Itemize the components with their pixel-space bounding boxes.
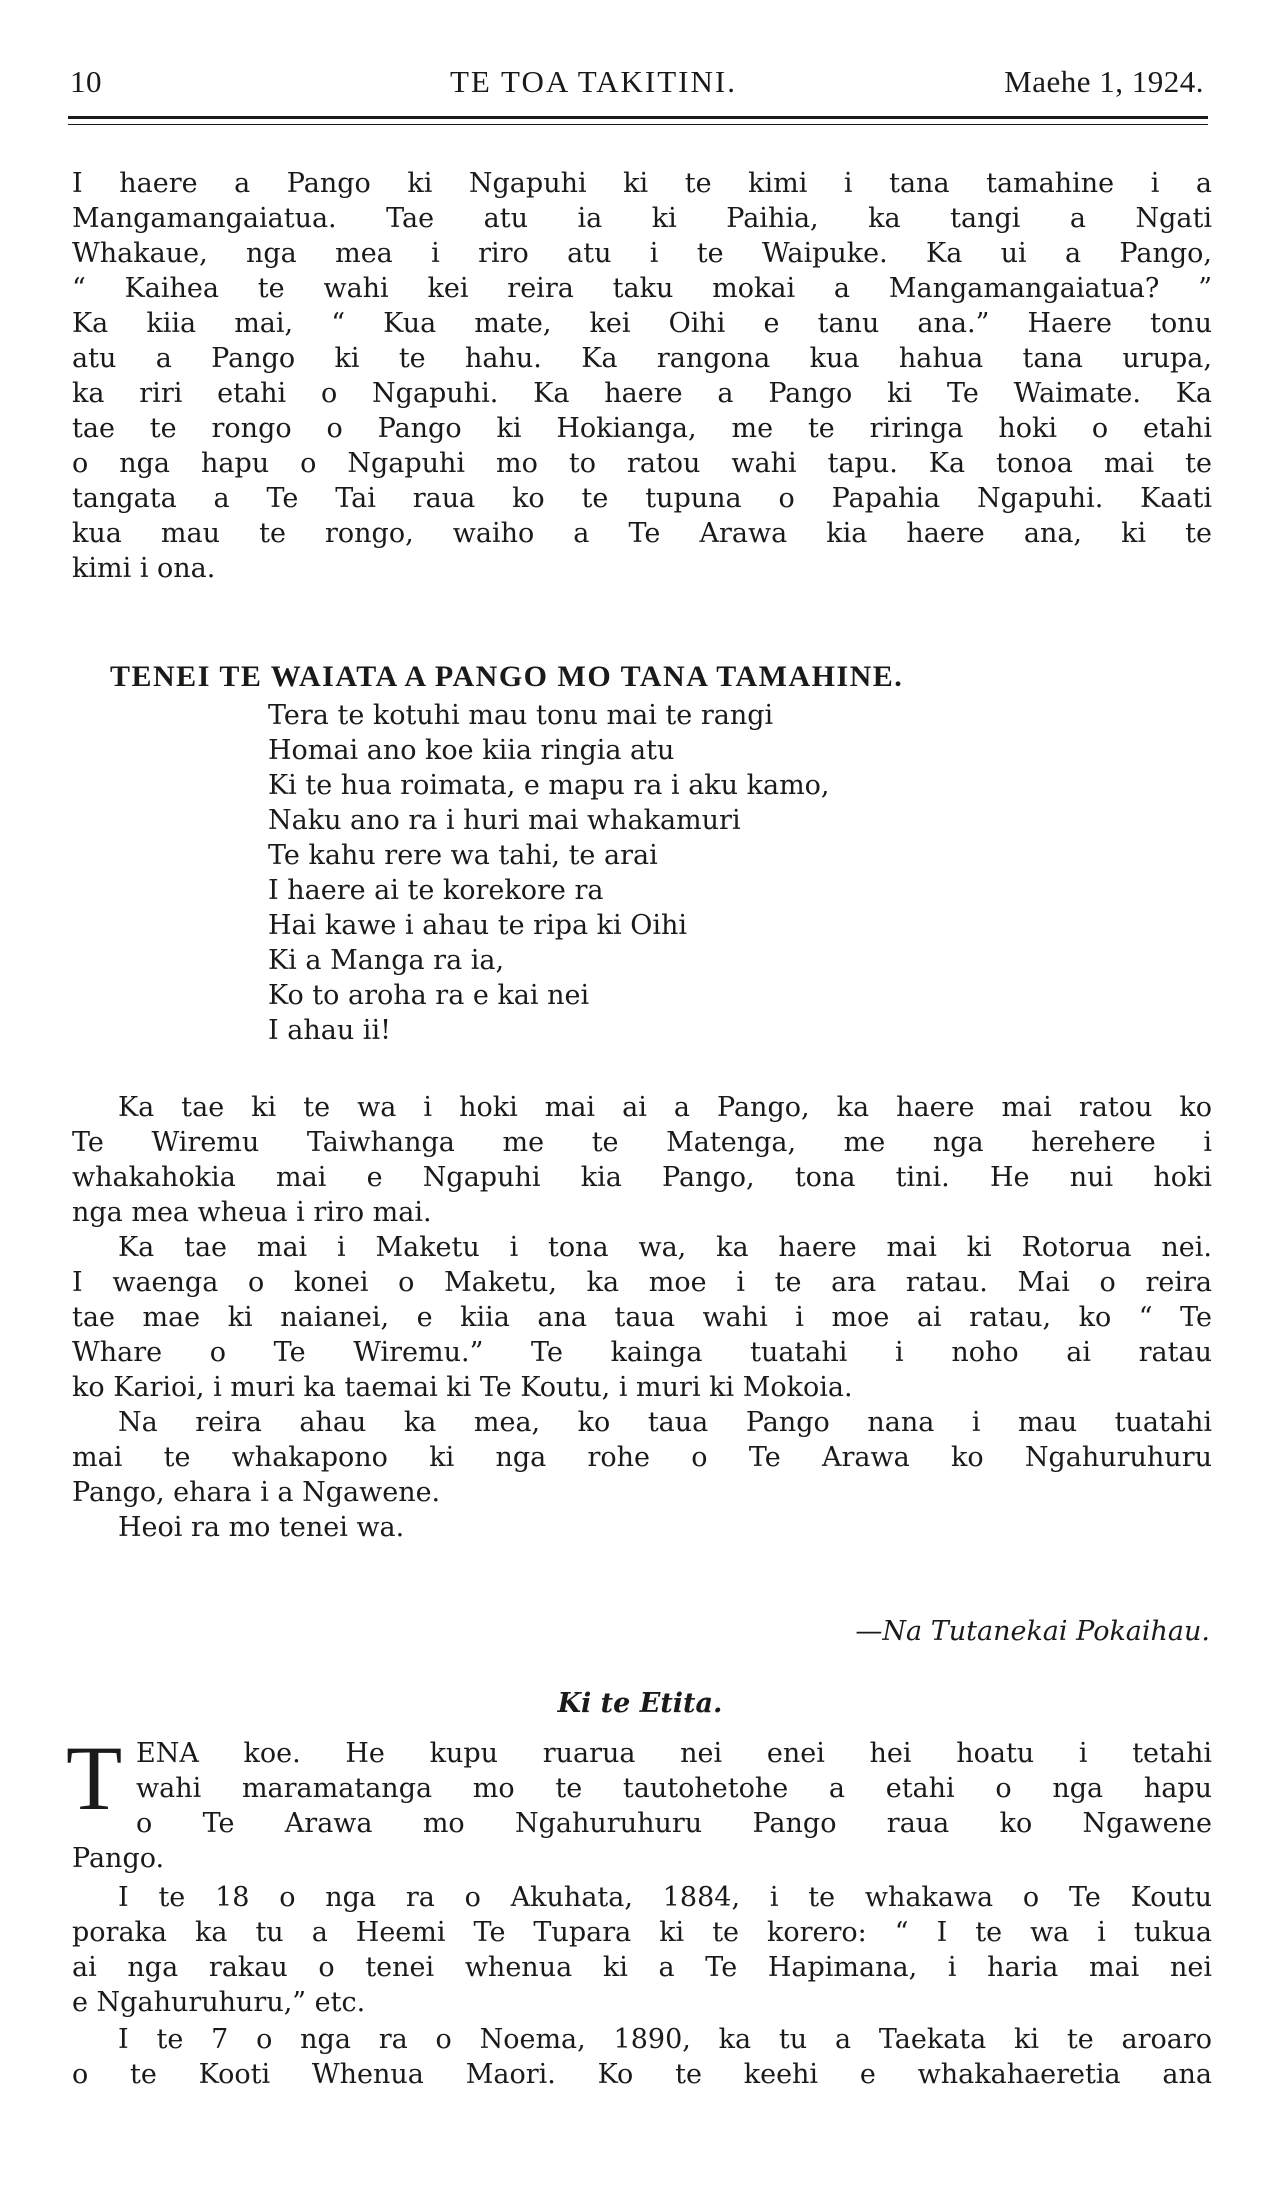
text-line: poraka ka tu a Heemi Te Tupara ki te korero: “ I te wa i tukua — [72, 1917, 1212, 1948]
text-line: tangata a Te Tai raua ko te tupuna o Papahia Ngapuhi. Kaati — [72, 483, 1212, 514]
running-head — [70, 64, 1220, 104]
issue-date: Maehe 1, 1924. — [1004, 64, 1204, 99]
text-line: Ka kiia mai, “ Kua mate, kei Oihi e tanu ana.” Haere tonu — [72, 308, 1212, 339]
letter-title: Ki te Etita. — [557, 1688, 723, 1719]
text-line: tae mae ki naianei, e kiia ana taua wahi i moe ai ratau, ko “ Te — [72, 1302, 1212, 1333]
text-line: ka riri etahi o Ngapuhi. Ka haere a Pango ki Te Waimate. Ka — [72, 378, 1212, 409]
text-line: Whakaue, nga mea i riro atu i te Waipuke. Ka ui a Pango, — [72, 238, 1212, 269]
text-line: Pango. — [72, 1843, 165, 1874]
paragraph-conclusion — [72, 1405, 1212, 1510]
text-line: e Ngahuruhuru,” etc. — [72, 1987, 366, 2018]
text-line: I te 18 o nga ra o Akuhata, 1884, i te whakawa o Te Koutu — [118, 1882, 1212, 1913]
text-line: I haere a Pango ki Ngapuhi ki te kimi i tana tamahine i a — [72, 168, 1212, 199]
header-rule — [68, 116, 1208, 119]
text-line: whakahokia mai e Ngapuhi kia Pango, tona tini. He nui hoki — [72, 1162, 1212, 1193]
text-line: wahi maramatanga mo te tautohetohe a etahi o nga hapu — [136, 1773, 1212, 1804]
periodical-title: TE TOA TAKITINI. — [450, 64, 737, 99]
song-verse — [268, 698, 830, 1048]
verse-line: I haere ai te korekore ra — [268, 875, 604, 906]
verse-line: Naku ano ra i huri mai whakamuri — [268, 805, 741, 836]
verse-line: Ki te hua roimata, e mapu ra i aku kamo, — [268, 770, 830, 801]
text-line: mai te whakapono ki nga rohe o Te Arawa ko Ngahuruhuru — [72, 1442, 1212, 1473]
verse-line: Homai ano koe kiia ringia atu — [268, 735, 675, 766]
text-line: kua mau te rongo, waiho a Te Arawa kia haere ana, ki te — [72, 518, 1212, 549]
text-line: o nga hapu o Ngapuhi mo to ratou wahi tapu. Ka tonoa mai te — [72, 448, 1212, 479]
letter-paragraph-akuhata — [72, 1880, 1212, 2020]
verse-line: Ko to aroha ra e kai nei — [268, 980, 590, 1011]
text-line: Pango, ehara i a Ngawene. — [72, 1477, 441, 1508]
text-line: I waenga o konei o Maketu, ka moe i te ara ratau. Mai o reira — [72, 1267, 1212, 1298]
verse-line: Te kahu rere wa tahi, te arai — [268, 840, 658, 871]
paragraph-maketu — [72, 1230, 1212, 1405]
text-line: I te 7 o nga ra o Noema, 1890, ka tu a Taekata ki te aroaro — [118, 2024, 1212, 2055]
text-line: Heoi ra mo tenei wa. — [118, 1512, 405, 1543]
text-line: o te Kooti Whenua Maori. Ko te keehi e whakahaeretia ana — [72, 2059, 1212, 2090]
letter-opening-tail — [72, 1841, 1212, 1876]
song-heading: TENEI TE WAIATA A PANGO MO TANA TAMAHINE. — [110, 660, 904, 693]
letter-paragraph-noema — [72, 2022, 1212, 2092]
verse-line: Hai kawe i ahau te ripa ki Oihi — [268, 910, 688, 941]
drop-cap: T — [66, 1727, 123, 1829]
text-line: o Te Arawa mo Ngahuruhuru Pango raua ko Ngawene — [136, 1808, 1212, 1839]
text-line: Te Wiremu Taiwhanga me te Matenga, me nga herehere i — [72, 1127, 1212, 1158]
text-line: nga mea wheua i riro mai. — [72, 1197, 432, 1228]
text-line: Ka tae mai i Maketu i tona wa, ka haere mai ki Rotorua nei. — [118, 1232, 1212, 1263]
text-line: “ Kaihea te wahi kei reira taku mokai a Mangamangaiatua? ” — [72, 273, 1212, 304]
text-line: ai nga rakau o tenei whenua ki a Te Hapimana, i haria mai nei — [72, 1952, 1212, 1983]
text-line: Mangamangaiatua. Tae atu ia ki Paihia, ka tangi a Ngati — [72, 203, 1212, 234]
paragraph-closing — [72, 1510, 1212, 1545]
text-line: ENA koe. He kupu ruarua nei enei hei hoatu i tetahi — [136, 1738, 1212, 1769]
paragraph-pango-journey — [72, 166, 1212, 586]
text-line: Whare o Te Wiremu.” Te kainga tuatahi i noho ai ratau — [72, 1337, 1212, 1368]
header-rule-thin — [68, 124, 1208, 125]
text-line: atu a Pango ki te hahu. Ka rangona kua hahua tana urupa, — [72, 343, 1212, 374]
text-line: kimi i ona. — [72, 553, 216, 584]
author-signature: —Na Tutanekai Pokaihau. — [855, 1616, 1210, 1647]
page-number: 10 — [70, 64, 102, 99]
text-line: ko Karioi, i muri ka taemai ki Te Koutu, i muri ki Mokoia. — [72, 1372, 853, 1403]
text-line: tae te rongo o Pango ki Hokianga, me te riringa hoki o etahi — [72, 413, 1212, 444]
paragraph-return — [72, 1090, 1212, 1230]
text-line: Na reira ahau ka mea, ko taua Pango nana i mau tuatahi — [118, 1407, 1212, 1438]
verse-line: Tera te kotuhi mau tonu mai te rangi — [268, 700, 774, 731]
text-line: Ka tae ki te wa i hoki mai ai a Pango, ka haere mai ratou ko — [118, 1092, 1212, 1123]
letter-opening — [136, 1736, 1212, 1841]
verse-line: Ki a Manga ra ia, — [268, 945, 505, 976]
verse-line: I ahau ii! — [268, 1015, 391, 1046]
